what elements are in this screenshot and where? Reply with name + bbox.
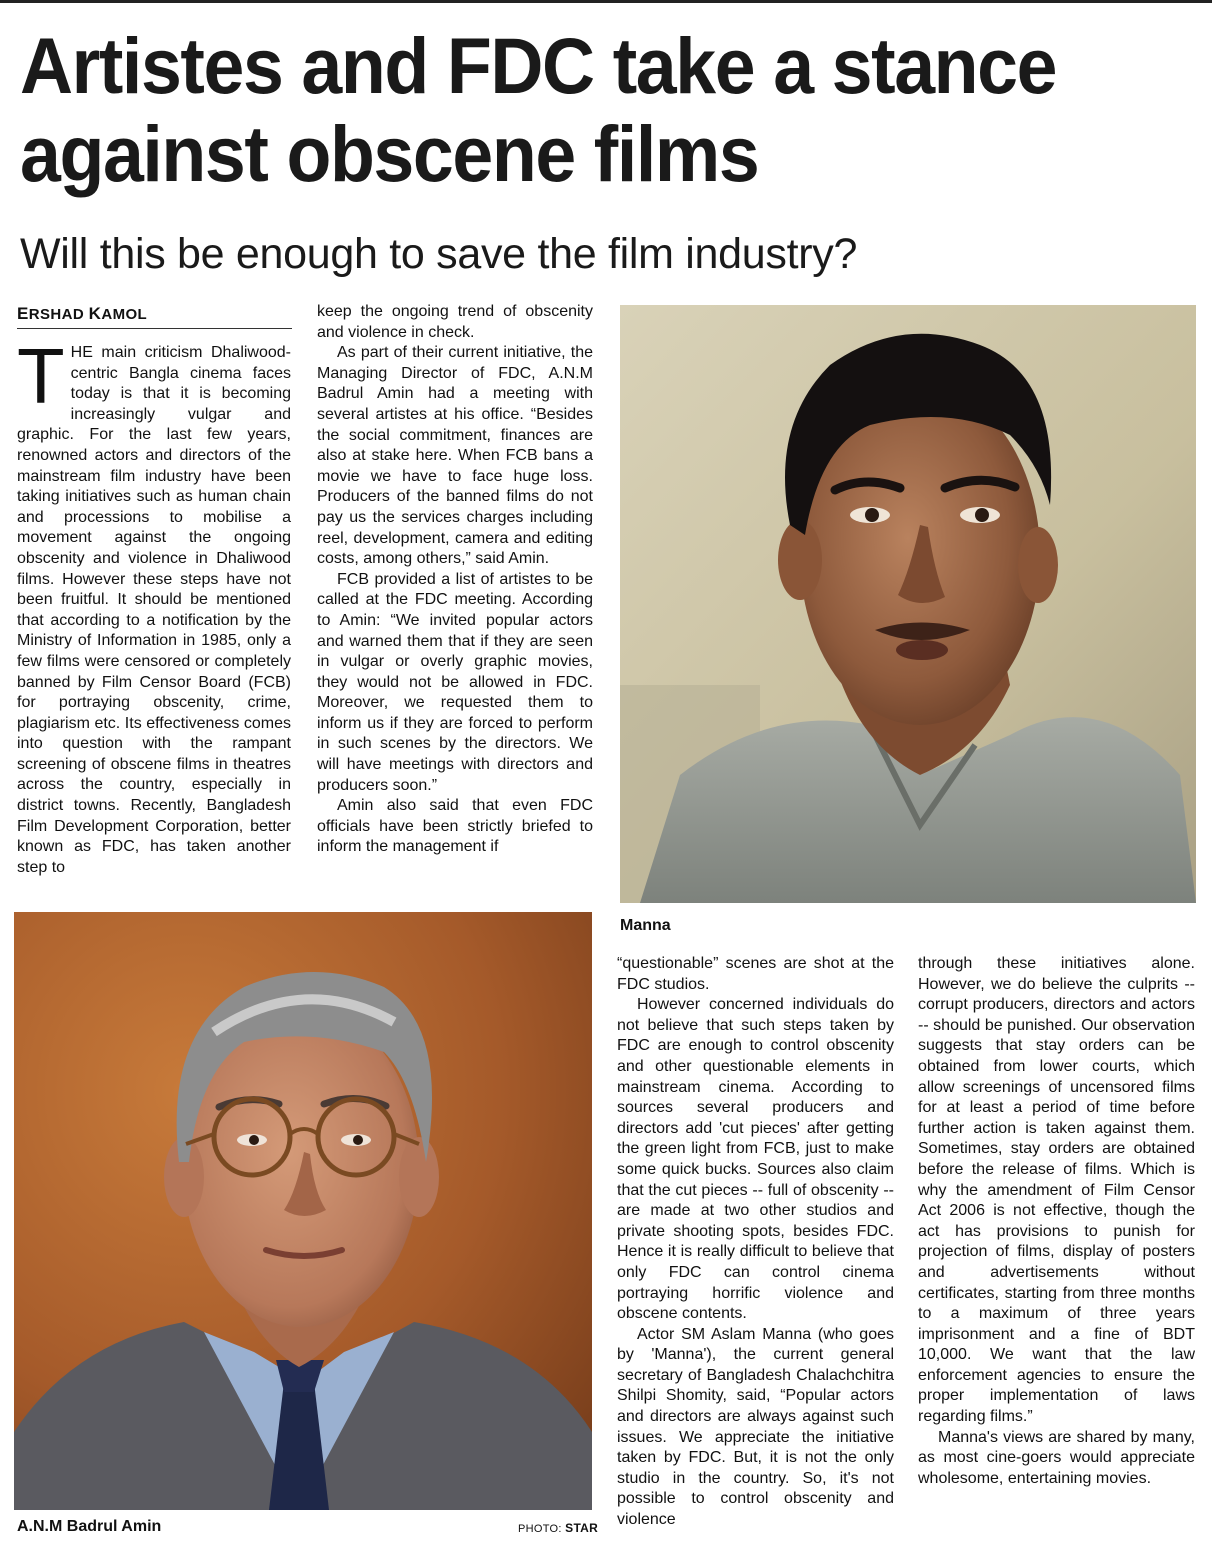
paragraph: “questionable” scenes are shot at the FDC studios. [617,955,894,993]
paragraph: keep the ongoing trend of obscenity and violence in check. [317,303,593,341]
article-column-2 [317,302,593,900]
paragraph: Manna's views are shared by many, as most cine-goers would appreciate wholesome, entertaining movies. [918,1428,1195,1487]
photo-amin [14,912,592,1510]
article-column-3 [617,954,894,1544]
dropcap: T [17,332,65,420]
amin-portrait [14,912,592,1510]
article-column-4 [918,954,1195,1544]
photo-credit: PHOTO: STAR [518,1521,599,1535]
subheadline: Will this be enough to save the film industry? [20,230,858,278]
paragraph: through these initiatives alone. However, we do believe the culprits -- corrupt producers, directors and actors -- should be punished. Our observation suggests that stay orders can be obtained from lower courts, which allow screenings of uncensored films for at least a period of time before further action is taken against them. Sometimes, stay orders are obtained before the release of films. Which is why the amendment of Film Censor Act 2006 is not effective, though the act has provisions to punish for projection of films, display of posters and advertisements without certificates, starting from three months to a maximum of three years imprisonment and a fine of BDT 10,000. We want that the law enforcement agencies to ensure the proper implementation of laws regarding films.” [918,955,1195,1426]
paragraph: As part of their current initiative, the Managing Director of FDC, A.N.M Badrul Amin had a meeting with several artistes at his office. “Besides the social commitment, finances are also at stake here. When FCB bans a movie we have to face huge loss. Producers of the banned films do not pay us the services charges including reel, development, camera and editing costs, among others,” said Amin. [317,344,593,568]
article-text: HE main criticism Dhaliwood-centric Bangla cinema faces today is that it is becoming increasingly vulgar and graphic. For the last few years, renowned actors and directors of the mainstream film industry have been taking initiatives such as human chain and processions to mobilise a movement against the ongoing obscenity and violence in Dhaliwood films. However these steps have not been fruitful. It should be mentioned that according to a notification by the Ministry of Information in 1985, only a few films were censored or completely banned by Film Censor Board (FCB) for portraying obscenity, crime, plagiarism etc. Its effectiveness comes into question with the rampant screening of obscene films in theatres across the country, especially in district towns. Recently, Bangladesh Film Development Corporation, better known as FDC, has taken another step to [17,344,291,876]
paragraph: However concerned individuals do not believe that such steps taken by FDC are enough to control obscenity and other questionable elements in mainstream cinema. According to sources several producers and directors add 'cut pieces' after getting the green light from FCB, just to make some quick bucks. Sources also claim that the cut pieces -- full of obscenity -- are made at two other studios and private shooting spots, besides FDC. Hence it is really difficult to believe that only FDC can control cinema portraying horrific violence and obscene contents. [617,996,894,1323]
byline: ERSHAD KAMOL [17,304,148,323]
paragraph: Actor SM Aslam Manna (who goes by 'Manna'), the current general secretary of Bangladesh Chalachchitra Shilpi Shomity, said, “Popular actors and directors are always against such issues. We appreciate the initiative taken by FDC. But, it is not the only studio in the country. So, it's not possible to control obscenity and violence [617,1325,894,1529]
byline-rule [17,328,292,329]
manna-portrait [620,305,1196,903]
photo-manna [620,305,1196,903]
paragraph: FCB provided a list of artistes to be called at the FDC meeting. According to Amin: “We invited popular actors and warned them that if they are seen in vulgar or overly graphic movies, they would not be allowed in FDC. Moreover, we requested them to inform us if they are forced to perform in such scenes by the directors. We will have meetings with directors and producers soon.” [317,570,593,794]
photo-caption-amin: A.N.M Badrul Amin [17,1518,162,1535]
headline: Artistes and FDC take a stance against obscene films [20,21,1057,198]
photo-caption-manna: Manna [620,917,671,934]
paragraph: Amin also said that even FDC officials have been strictly briefed to inform the management if [317,797,593,856]
top-rule [0,0,1212,3]
article-column-1 [17,332,291,903]
